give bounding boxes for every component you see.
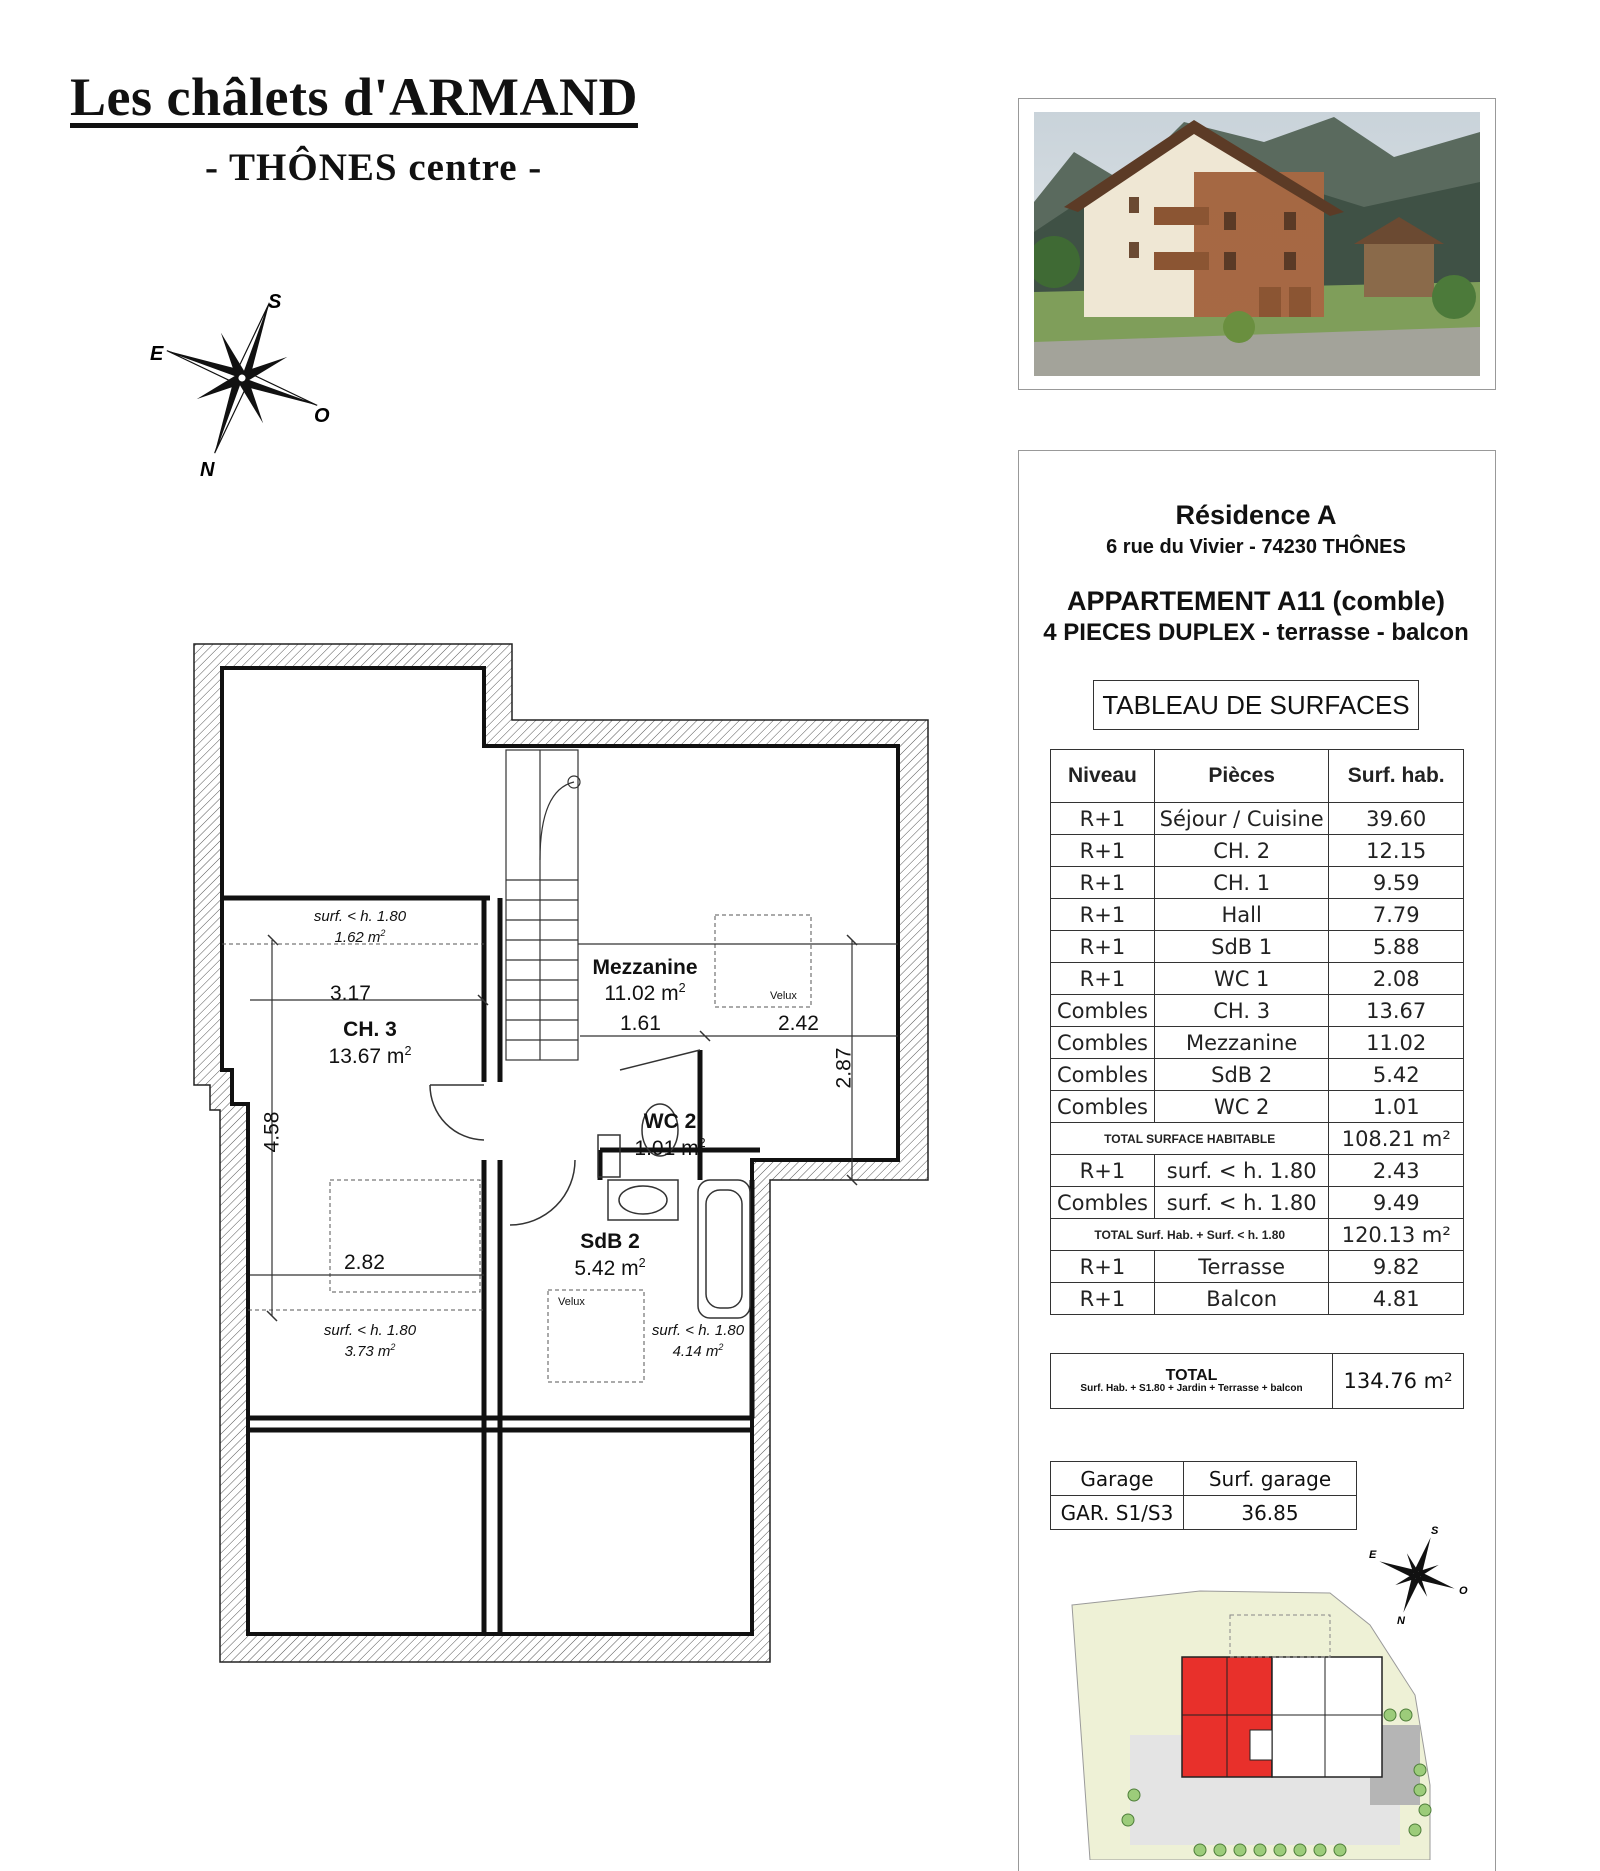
cell-piece: Balcon [1154, 1283, 1329, 1315]
cell-surf: 13.67 [1329, 995, 1464, 1027]
room-mezzanine-area: 11.02 $m^2$ [604, 981, 686, 1005]
dim-317: 3.17 [330, 982, 371, 1005]
surfaces-table [1050, 749, 1464, 1315]
cell-niveau: R+1 [1051, 899, 1155, 931]
table-row [1051, 995, 1464, 1027]
cell-niveau: R+1 [1051, 1155, 1155, 1187]
cell-niveau: Combles [1051, 1027, 1155, 1059]
page-title: Les châlets d'ARMAND [70, 67, 638, 127]
garage-name: GAR. S1/S3 [1051, 1496, 1184, 1530]
floor-plan [185, 630, 945, 1690]
total-low-value: 120.13 m² [1329, 1219, 1464, 1251]
room-ch3-label: CH. 3 [343, 1018, 397, 1041]
small-compass-o: O [1459, 1585, 1468, 1597]
cell-niveau: R+1 [1051, 867, 1155, 899]
cell-surf: 4.81 [1329, 1283, 1464, 1315]
grand-total-table [1050, 1353, 1464, 1409]
cell-niveau: R+1 [1051, 963, 1155, 995]
compass-n: N [200, 459, 215, 481]
low-surface-2: surf. < h. 1.80 3.73 $m^2$ [323, 1322, 417, 1360]
residence-address: 6 rue du Vivier - 74230 THÔNES [1106, 536, 1406, 558]
cell-surf: 2.08 [1329, 963, 1464, 995]
total-habitable-value: 108.21 m² [1329, 1123, 1464, 1155]
cell-piece: CH. 2 [1154, 835, 1329, 867]
compass-e: E [150, 343, 164, 365]
cell-surf: 5.88 [1329, 931, 1464, 963]
table-row [1051, 1283, 1464, 1315]
room-wc2-label: WC 2 [643, 1110, 697, 1133]
cell-piece: Terrasse [1154, 1251, 1329, 1283]
velux-label-2: Velux [558, 1296, 585, 1308]
cell-surf: 2.43 [1329, 1155, 1464, 1187]
compass-rose-icon [140, 280, 350, 490]
cell-surf: 12.15 [1329, 835, 1464, 867]
grand-total-label-cell [1051, 1354, 1333, 1409]
table-row [1051, 931, 1464, 963]
cell-piece: Mezzanine [1154, 1027, 1329, 1059]
room-ch3-area: 13.67 $m^2$ [328, 1044, 412, 1068]
room-sdb2-label: SdB 2 [580, 1230, 640, 1253]
table-row [1051, 803, 1464, 835]
table-row [1051, 899, 1464, 931]
garage-col-1: Garage [1051, 1462, 1184, 1496]
cell-piece: WC 1 [1154, 963, 1329, 995]
table-row [1051, 1027, 1464, 1059]
dim-287: 2.87 [832, 1047, 856, 1089]
room-sdb2-area: 5.42 $m^2$ [574, 1256, 646, 1280]
cell-piece: surf. < h. 1.80 [1154, 1155, 1329, 1187]
total-habitable-row [1051, 1123, 1464, 1155]
cell-niveau: Combles [1051, 1059, 1155, 1091]
table-row [1051, 867, 1464, 899]
cell-piece: Séjour / Cuisine [1154, 803, 1329, 835]
surfaces-heading: TABLEAU DE SURFACES [1093, 680, 1419, 730]
page-subtitle: - THÔNES centre - [205, 146, 543, 189]
residence-name: Résidence A [1175, 500, 1337, 530]
col-niveau: Niveau [1051, 750, 1155, 803]
total-low-label: TOTAL Surf. Hab. + Surf. < h. 1.80 [1051, 1219, 1329, 1251]
cell-niveau: Combles [1051, 1187, 1155, 1219]
dim-161: 1.61 [620, 1012, 661, 1035]
total-habitable-label: TOTAL SURFACE HABITABLE [1051, 1123, 1329, 1155]
table-row [1051, 1059, 1464, 1091]
grand-total-sub: Surf. Hab. + S1.80 + Jardin + Terrasse + balcon [1080, 1383, 1303, 1394]
table-row [1051, 1251, 1464, 1283]
cell-surf: 9.49 [1329, 1187, 1464, 1219]
grand-total-value: 134.76 m² [1333, 1354, 1464, 1409]
cell-piece: CH. 1 [1154, 867, 1329, 899]
room-mezzanine-label: Mezzanine [592, 956, 698, 979]
dim-242: 2.42 [778, 1012, 819, 1035]
cell-piece: Hall [1154, 899, 1329, 931]
small-compass-e: E [1369, 1549, 1377, 1561]
low-surface-3: surf. < h. 1.80 4.14 $m^2$ [651, 1322, 745, 1360]
grand-total-label: TOTAL [1165, 1367, 1218, 1384]
small-compass-n: N [1397, 1615, 1405, 1627]
cell-surf: 7.79 [1329, 899, 1464, 931]
chalet-photo [1034, 112, 1480, 376]
cell-surf: 9.59 [1329, 867, 1464, 899]
cell-surf: 1.01 [1329, 1091, 1464, 1123]
cell-piece: CH. 3 [1154, 995, 1329, 1027]
compass-o: O [314, 405, 330, 427]
cell-niveau: Combles [1051, 1091, 1155, 1123]
compass-s: S [268, 291, 282, 313]
cell-piece: SdB 1 [1154, 931, 1329, 963]
cell-niveau: R+1 [1051, 835, 1155, 867]
cell-surf: 11.02 [1329, 1027, 1464, 1059]
cell-piece: surf. < h. 1.80 [1154, 1187, 1329, 1219]
cell-piece: WC 2 [1154, 1091, 1329, 1123]
table-row [1051, 963, 1464, 995]
cell-surf: 5.42 [1329, 1059, 1464, 1091]
cell-niveau: Combles [1051, 995, 1155, 1027]
cell-surf: 9.82 [1329, 1251, 1464, 1283]
table-row [1051, 1155, 1464, 1187]
apartment-title: APPARTEMENT A11 (comble) [1066, 586, 1446, 616]
col-pieces: Pièces [1154, 750, 1329, 803]
garage-table [1050, 1461, 1357, 1530]
table-row [1051, 1187, 1464, 1219]
cell-surf: 39.60 [1329, 803, 1464, 835]
cell-niveau: R+1 [1051, 1283, 1155, 1315]
total-low-row [1051, 1219, 1464, 1251]
cell-niveau: R+1 [1051, 1251, 1155, 1283]
site-plan [1070, 1585, 1490, 1860]
garage-col-2: Surf. garage [1184, 1462, 1357, 1496]
garage-surface: 36.85 [1184, 1496, 1357, 1530]
room-wc2-area: 1.01 $m^2$ [634, 1136, 706, 1160]
dim-458: 4.58 [260, 1111, 284, 1153]
apartment-type: 4 PIECES DUPLEX - terrasse - balcon [1043, 619, 1469, 646]
small-compass-s: S [1431, 1525, 1439, 1537]
dim-282: 2.82 [344, 1251, 385, 1274]
cell-niveau: R+1 [1051, 931, 1155, 963]
cell-piece: SdB 2 [1154, 1059, 1329, 1091]
table-row [1051, 835, 1464, 867]
low-surface-1: surf. < h. 1.80 1.62 $m^2$ [313, 908, 407, 946]
col-surf: Surf. hab. [1329, 750, 1464, 803]
velux-label-1: Velux [770, 990, 797, 1002]
cell-niveau: R+1 [1051, 803, 1155, 835]
table-row [1051, 1091, 1464, 1123]
